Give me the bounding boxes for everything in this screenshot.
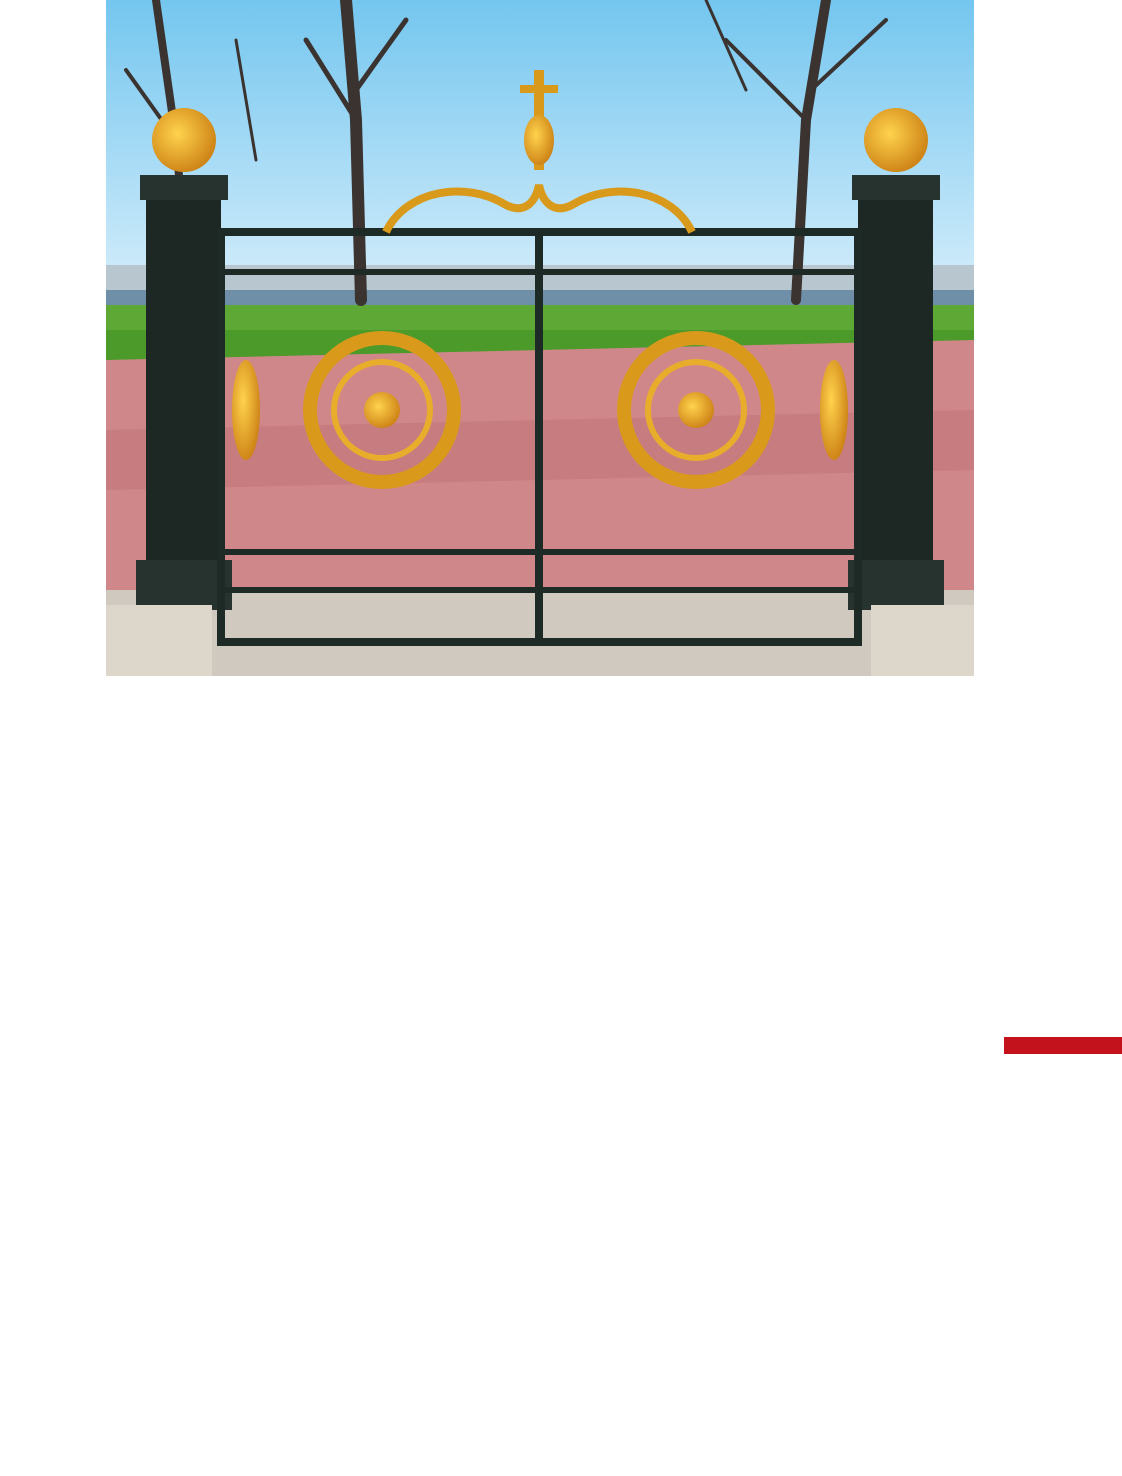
accent-bar (1004, 1037, 1122, 1054)
golden-gate-photo (106, 0, 974, 676)
